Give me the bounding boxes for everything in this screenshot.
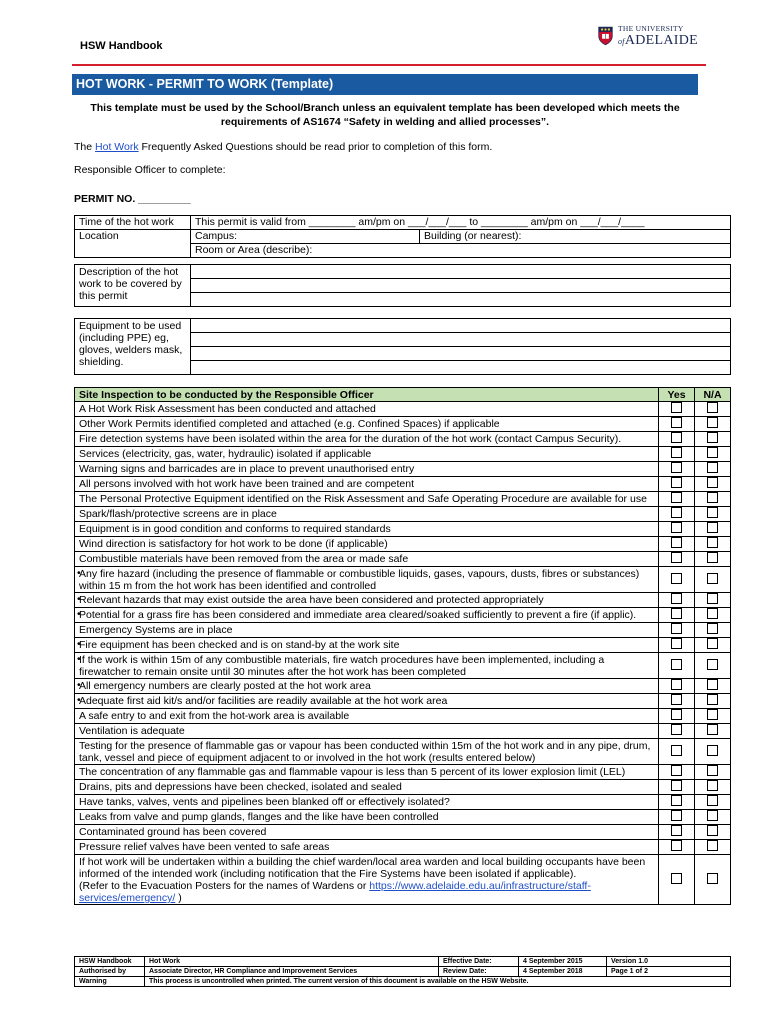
checklist-item-text: Potential for a grass fire has been considered and immediate area cleared/soaked sufficiently to prevent a fire (if applic). xyxy=(79,609,637,621)
yes-cell xyxy=(659,608,695,623)
na-checkbox[interactable] xyxy=(707,780,718,791)
checklist-row xyxy=(75,840,731,855)
na-cell xyxy=(695,694,731,709)
checklist-row xyxy=(75,795,731,810)
faq-suffix: Frequently Asked Questions should be read prior to completion of this form. xyxy=(138,141,493,153)
na-checkbox[interactable] xyxy=(707,573,718,584)
na-checkbox[interactable] xyxy=(707,709,718,720)
na-cell xyxy=(695,840,731,855)
checklist-item xyxy=(75,537,659,552)
yes-cell xyxy=(659,552,695,567)
footer-review-label: Review Date: xyxy=(439,967,519,977)
checklist-item-text: Equipment is in good condition and conforms to required standards xyxy=(79,523,391,535)
na-cell xyxy=(695,623,731,638)
checklist-item xyxy=(75,840,659,855)
na-cell xyxy=(695,855,731,905)
site-inspection-checklist xyxy=(74,387,731,905)
checklist-item-text: Ventilation is adequate xyxy=(79,725,185,737)
footer-review-date: 4 September 2018 xyxy=(519,967,607,977)
header-rule xyxy=(72,64,706,66)
na-cell xyxy=(695,724,731,739)
checklist-row xyxy=(75,638,731,653)
na-checkbox[interactable] xyxy=(707,694,718,705)
equipment-line[interactable] xyxy=(191,347,731,361)
yes-checkbox[interactable] xyxy=(671,447,682,458)
na-checkbox[interactable] xyxy=(707,507,718,518)
yes-checkbox[interactable] xyxy=(671,840,682,851)
checklist-item xyxy=(75,623,659,638)
yes-checkbox[interactable] xyxy=(671,417,682,428)
yes-cell xyxy=(659,679,695,694)
footer-warning-text: This process is uncontrolled when printed. The current version of this document is available on the HSW Website. xyxy=(145,977,731,987)
yes-checkbox[interactable] xyxy=(671,873,682,884)
checklist-item xyxy=(75,432,659,447)
checklist-item xyxy=(75,724,659,739)
checklist-item xyxy=(75,552,659,567)
checklist-row xyxy=(75,402,731,417)
yes-checkbox[interactable] xyxy=(671,522,682,533)
na-cell xyxy=(695,537,731,552)
checklist-item-text: All persons involved with hot work have been trained and are competent xyxy=(79,478,415,490)
document-footer xyxy=(74,956,731,987)
yes-cell xyxy=(659,537,695,552)
checklist-row xyxy=(75,694,731,709)
yes-checkbox[interactable] xyxy=(671,477,682,488)
yes-checkbox[interactable] xyxy=(671,462,682,473)
na-cell xyxy=(695,593,731,608)
checklist-item xyxy=(75,810,659,825)
equipment-line[interactable] xyxy=(191,361,731,375)
checklist-item-text: The Personal Protective Equipment identified on the Risk Assessment and Safe Operating Procedure are available for use xyxy=(79,493,647,505)
checklist-item-text: A Hot Work Risk Assessment has been conducted and attached xyxy=(79,403,376,415)
na-cell xyxy=(695,432,731,447)
na-checkbox[interactable] xyxy=(707,402,718,413)
yes-cell xyxy=(659,780,695,795)
na-checkbox[interactable] xyxy=(707,608,718,619)
yes-checkbox[interactable] xyxy=(671,724,682,735)
yes-checkbox[interactable] xyxy=(671,552,682,563)
checklist-row xyxy=(75,810,731,825)
checklist-item xyxy=(75,679,659,694)
yes-cell xyxy=(659,840,695,855)
na-cell xyxy=(695,447,731,462)
campus-field[interactable]: Campus: xyxy=(191,230,420,244)
intro-text: This template must be used by the School/Branch unless an equivalent template has been developed which meets the requirements of AS1674 “Safety in welding and allied processes”. xyxy=(90,102,680,128)
checklist-item-text: Contaminated ground has been covered xyxy=(79,826,267,838)
checklist-row xyxy=(75,825,731,840)
na-cell xyxy=(695,638,731,653)
checklist-item xyxy=(75,739,659,765)
yes-cell xyxy=(659,638,695,653)
checklist-item xyxy=(75,462,659,477)
na-checkbox[interactable] xyxy=(707,552,718,563)
na-column-header: N/A xyxy=(695,388,731,402)
na-checkbox[interactable] xyxy=(707,417,718,428)
yes-checkbox[interactable] xyxy=(671,537,682,548)
na-checkbox[interactable] xyxy=(707,679,718,690)
checklist-item xyxy=(75,402,659,417)
na-checkbox[interactable] xyxy=(707,477,718,488)
checklist-row xyxy=(75,477,731,492)
yes-cell xyxy=(659,765,695,780)
yes-cell xyxy=(659,724,695,739)
checklist-item-text: Fire equipment has been checked and is on stand-by at the work site xyxy=(79,639,400,651)
description-line[interactable] xyxy=(191,279,731,293)
emergency-link[interactable]: https://www.adelaide.edu.au/infrastructure/staff-services/emergency/ xyxy=(79,880,591,904)
yes-checkbox[interactable] xyxy=(671,402,682,413)
description-line[interactable] xyxy=(191,265,731,279)
yes-column-header: Yes xyxy=(659,388,695,402)
na-cell xyxy=(695,552,731,567)
footer-version: Version 1.0 xyxy=(607,957,731,967)
na-checkbox[interactable] xyxy=(707,840,718,851)
checklist-item-text: If hot work will be undertaken within a building the chief warden/local area warden and local building occupants have been informed of the intended work (including notification that the Fire Systems have been isolated if applicable). xyxy=(79,856,646,880)
hot-work-link[interactable]: Hot Work xyxy=(95,141,139,153)
checklist-row xyxy=(75,855,731,905)
checklist-item-text: Combustible materials have been removed from the area or made safe xyxy=(79,553,409,565)
na-cell xyxy=(695,402,731,417)
yes-cell xyxy=(659,492,695,507)
checklist-row xyxy=(75,653,731,679)
na-cell xyxy=(695,780,731,795)
checklist-item xyxy=(75,638,659,653)
na-checkbox[interactable] xyxy=(707,825,718,836)
yes-checkbox[interactable] xyxy=(671,659,682,670)
yes-checkbox[interactable] xyxy=(671,432,682,443)
form-title: HOT WORK - PERMIT TO WORK xyxy=(76,77,268,91)
checklist-item xyxy=(75,795,659,810)
time-label: Time of the hot work xyxy=(75,216,191,230)
yes-cell xyxy=(659,462,695,477)
na-cell xyxy=(695,522,731,537)
checklist-row xyxy=(75,780,731,795)
yes-cell xyxy=(659,810,695,825)
checklist-item-text: Fire detection systems have been isolated within the area for the duration of the hot work (contact Campus Security). xyxy=(79,433,622,445)
equipment-label: Equipment to be used (including PPE) eg, gloves, welders mask, shielding. xyxy=(75,319,191,375)
na-checkbox[interactable] xyxy=(707,765,718,776)
yes-cell xyxy=(659,709,695,724)
checklist-item-text: Relevant hazards that may exist outside the area have been considered and protected appropriately xyxy=(79,594,544,606)
yes-checkbox[interactable] xyxy=(671,593,682,604)
yes-checkbox[interactable] xyxy=(671,638,682,649)
na-cell xyxy=(695,653,731,679)
form-title-banner xyxy=(72,74,698,95)
na-checkbox[interactable] xyxy=(707,447,718,458)
yes-checkbox[interactable] xyxy=(671,765,682,776)
checklist-row xyxy=(75,593,731,608)
checklist-item-text: Have tanks, valves, vents and pipelines been blanked off or effectively isolated? xyxy=(79,796,450,808)
yes-checkbox[interactable] xyxy=(671,795,682,806)
yes-cell xyxy=(659,739,695,765)
checklist-item-text: If the work is within 15m of any combustible materials, fire watch procedures have been implemented, including a firewatcher to remain onsite until 30 minutes after the hot work has been completed xyxy=(79,654,605,678)
checklist-row xyxy=(75,552,731,567)
na-checkbox[interactable] xyxy=(707,810,718,821)
checklist-item-text: Spark/flash/protective screens are in place xyxy=(79,508,277,520)
na-cell xyxy=(695,709,731,724)
checklist-item-text: Any fire hazard (including the presence of flammable or combustible liquids, gases, vapours, dusts, fibres or substances) within 15 m from the hot work has been identified and controlled xyxy=(79,568,640,592)
checklist-item xyxy=(75,567,659,593)
location-label: Location xyxy=(75,230,191,258)
checklist-item xyxy=(75,522,659,537)
footer-effective-date: 4 September 2015 xyxy=(519,957,607,967)
na-cell xyxy=(695,765,731,780)
checklist-row xyxy=(75,709,731,724)
yes-cell xyxy=(659,447,695,462)
checklist-item xyxy=(75,417,659,432)
na-checkbox[interactable] xyxy=(707,659,718,670)
yes-checkbox[interactable] xyxy=(671,492,682,503)
yes-cell xyxy=(659,402,695,417)
checklist-row xyxy=(75,623,731,638)
na-cell xyxy=(695,567,731,593)
na-checkbox[interactable] xyxy=(707,873,718,884)
checklist-item-text: Warning signs and barricades are in place to prevent unauthorised entry xyxy=(79,463,415,475)
checklist-item-text: The concentration of any flammable gas and flammable vapour is less than 5 percent of its lower explosion limit (LEL) xyxy=(79,766,626,778)
checklist-row xyxy=(75,507,731,522)
yes-cell xyxy=(659,795,695,810)
checklist-item xyxy=(75,694,659,709)
evacuation-note-end: ) xyxy=(175,892,182,904)
footer-authoriser: Associate Director, HR Compliance and Improvement Services xyxy=(145,967,439,977)
na-checkbox[interactable] xyxy=(707,724,718,735)
yes-checkbox[interactable] xyxy=(671,573,682,584)
yes-checkbox[interactable] xyxy=(671,608,682,619)
description-label: Description of the hot work to be covered by this permit xyxy=(75,265,191,307)
checklist-row xyxy=(75,462,731,477)
checklist-item xyxy=(75,709,659,724)
permit-info-table xyxy=(74,215,731,258)
university-logo xyxy=(598,22,698,56)
checklist-item-text: Testing for the presence of flammable gas or vapour has been conducted within 15m of the hot work and in any pipe, drum, tank, vessel and piece of equipment adjacent to or involved in the hot work (results entered below) xyxy=(79,740,651,764)
yes-cell xyxy=(659,653,695,679)
room-field[interactable]: Room or Area (describe): xyxy=(191,244,731,258)
yes-checkbox[interactable] xyxy=(671,679,682,690)
checklist-item xyxy=(75,825,659,840)
checklist-item-text: Services (electricity, gas, water, hydraulic) isolated if applicable xyxy=(79,448,372,460)
na-cell xyxy=(695,825,731,840)
logo-line1: THE UNIVERSITY xyxy=(618,24,684,33)
footer-warning-label: Warning xyxy=(75,977,145,987)
checklist-row xyxy=(75,492,731,507)
na-cell xyxy=(695,679,731,694)
footer-effective-label: Effective Date: xyxy=(439,957,519,967)
checklist-item xyxy=(75,780,659,795)
yes-checkbox[interactable] xyxy=(671,780,682,791)
footer-page: Page 1 of 2 xyxy=(607,967,731,977)
building-field[interactable]: Building (or nearest): xyxy=(420,230,731,244)
na-cell xyxy=(695,739,731,765)
yes-cell xyxy=(659,477,695,492)
checklist-item xyxy=(75,447,659,462)
na-cell xyxy=(695,477,731,492)
checklist-item xyxy=(75,593,659,608)
yes-checkbox[interactable] xyxy=(671,709,682,720)
checklist-item-text: Leaks from valve and pump glands, flanges and the like have been controlled xyxy=(79,811,439,823)
checklist-row xyxy=(75,417,731,432)
yes-checkbox[interactable] xyxy=(671,507,682,518)
yes-cell xyxy=(659,623,695,638)
checklist-row xyxy=(75,567,731,593)
checklist-item xyxy=(75,507,659,522)
logo-line2: ADELAIDE xyxy=(624,32,698,48)
yes-checkbox[interactable] xyxy=(671,810,682,821)
checklist-row xyxy=(75,537,731,552)
yes-cell xyxy=(659,522,695,537)
form-title-suffix: (Template) xyxy=(267,77,334,91)
na-cell xyxy=(695,810,731,825)
na-cell xyxy=(695,795,731,810)
logo-of: of xyxy=(618,36,625,46)
na-cell xyxy=(695,492,731,507)
checklist-item-text: Other Work Permits identified completed and attached (e.g. Confined Spaces) if applicable xyxy=(79,418,500,430)
equipment-line[interactable] xyxy=(191,333,731,347)
na-cell xyxy=(695,507,731,522)
yes-cell xyxy=(659,507,695,522)
time-field[interactable]: This permit is valid from ________ am/pm on ___/___/___ to ________ am/pm on ___/___/____ xyxy=(191,216,731,230)
description-table xyxy=(74,264,731,307)
checklist-item xyxy=(75,855,659,905)
checklist-item-text: Adequate first aid kit/s and/or facilities are readily available at the hot work area xyxy=(79,695,448,707)
yes-cell xyxy=(659,567,695,593)
yes-cell xyxy=(659,593,695,608)
checklist-item xyxy=(75,608,659,623)
na-checkbox[interactable] xyxy=(707,593,718,604)
yes-cell xyxy=(659,432,695,447)
yes-cell xyxy=(659,694,695,709)
na-checkbox[interactable] xyxy=(707,795,718,806)
checklist-item-text: A safe entry to and exit from the hot-work area is available xyxy=(79,710,350,722)
checklist-row xyxy=(75,679,731,694)
crest-icon xyxy=(598,22,613,50)
checklist-item-text: Pressure relief valves have been vented to safe areas xyxy=(79,841,330,853)
equipment-line[interactable] xyxy=(191,319,731,333)
checklist-item-text: Wind direction is satisfactory for hot work to be done (if applicable) xyxy=(79,538,388,550)
page-header xyxy=(0,0,768,68)
yes-checkbox[interactable] xyxy=(671,694,682,705)
na-checkbox[interactable] xyxy=(707,432,718,443)
footer-handbook: HSW Handbook xyxy=(75,957,145,967)
checklist-row xyxy=(75,739,731,765)
na-checkbox[interactable] xyxy=(707,745,718,756)
na-checkbox[interactable] xyxy=(707,638,718,649)
description-line[interactable] xyxy=(191,293,731,307)
yes-cell xyxy=(659,825,695,840)
na-checkbox[interactable] xyxy=(707,492,718,503)
footer-topic: Hot Work xyxy=(145,957,439,967)
na-cell xyxy=(695,417,731,432)
na-checkbox[interactable] xyxy=(707,537,718,548)
checklist-item xyxy=(75,653,659,679)
responsible-officer-note: Responsible Officer to complete: xyxy=(74,164,226,176)
yes-checkbox[interactable] xyxy=(671,623,682,634)
checklist-row xyxy=(75,724,731,739)
checklist-row xyxy=(75,608,731,623)
handbook-title: HSW Handbook xyxy=(80,40,163,52)
yes-checkbox[interactable] xyxy=(671,825,682,836)
equipment-table xyxy=(74,318,731,375)
checklist-row xyxy=(75,432,731,447)
checklist-item-text: All emergency numbers are clearly posted at the hot work area xyxy=(79,680,371,692)
checklist-item xyxy=(75,492,659,507)
checklist-item xyxy=(75,765,659,780)
na-checkbox[interactable] xyxy=(707,623,718,634)
faq-prefix: The xyxy=(74,141,96,153)
yes-cell xyxy=(659,855,695,905)
checklist-row xyxy=(75,522,731,537)
checklist-item-text: Drains, pits and depressions have been checked, isolated and sealed xyxy=(79,781,402,793)
na-checkbox[interactable] xyxy=(707,522,718,533)
checklist-row xyxy=(75,447,731,462)
na-checkbox[interactable] xyxy=(707,462,718,473)
checklist-item-text: Emergency Systems are in place xyxy=(79,624,233,636)
na-cell xyxy=(695,462,731,477)
footer-authorised-label: Authorised by xyxy=(75,967,145,977)
yes-cell xyxy=(659,417,695,432)
na-cell xyxy=(695,608,731,623)
evacuation-note: (Refer to the Evacuation Posters for the names of Wardens or xyxy=(79,880,370,892)
yes-checkbox[interactable] xyxy=(671,745,682,756)
permit-number[interactable]: PERMIT NO. _________ xyxy=(74,193,191,205)
faq-line xyxy=(74,141,492,153)
checklist-row xyxy=(75,765,731,780)
checklist-item xyxy=(75,477,659,492)
checklist-title: Site Inspection to be conducted by the Responsible Officer xyxy=(75,388,659,402)
